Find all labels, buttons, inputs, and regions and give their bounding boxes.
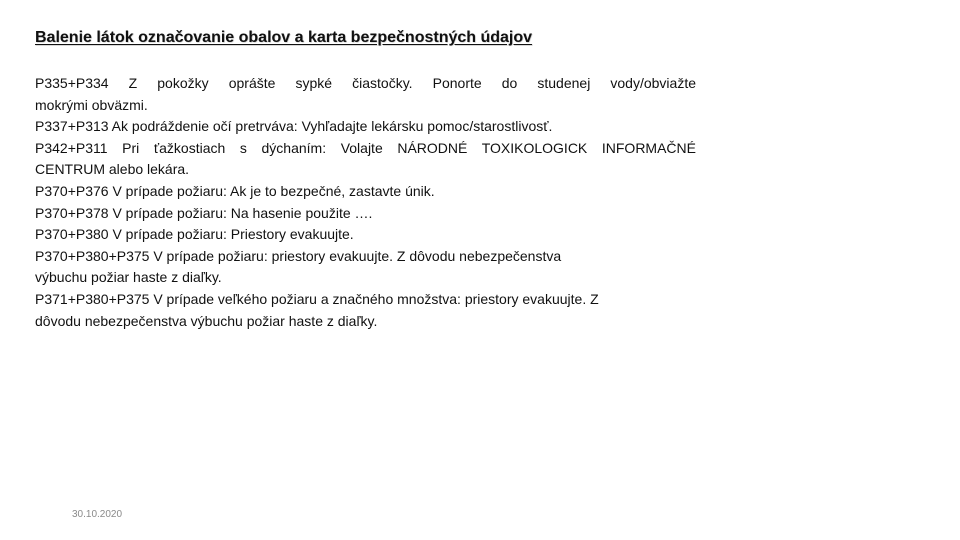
footer-date: 30.10.2020 bbox=[72, 509, 123, 520]
statement-p335-p334-line1: P335+P334 Z pokožky oprášte sypké čiastočky. Ponorte do studenej vody/obviažte bbox=[35, 75, 696, 91]
statement-p370-p380-p375-line2: výbuchu požiar haste z diaľky. bbox=[35, 269, 222, 286]
statement-p371-p380-p375-line1: P371+P380+P375 V prípade veľkého požiaru a značného množstva: priestory evakuujte. Z bbox=[35, 290, 599, 307]
statement-p370-p378: P370+P378 V prípade požiaru: Na hasenie použite …. bbox=[35, 204, 373, 221]
statement-p337-p313: P337+P313 Ak podráždenie očí pretrváva: Vyhľadajte lekársku pomoc/starostlivosť. bbox=[35, 118, 553, 135]
slide-title: Balenie látok označovanie obalov a karta bezpečnostných údajov bbox=[35, 29, 533, 46]
precautionary-statements bbox=[35, 73, 696, 332]
statement-p335-p334-line2: mokrými obväzmi. bbox=[35, 96, 148, 113]
statement-p342-p311-line2: CENTRUM alebo lekára. bbox=[35, 161, 190, 178]
statement-p370-p380: P370+P380 V prípade požiaru: Priestory evakuujte. bbox=[35, 226, 354, 243]
statement-p370-p376: P370+P376 V prípade požiaru: Ak je to bezpečné, zastavte únik. bbox=[35, 182, 435, 199]
statement-p370-p380-p375-line1: P370+P380+P375 V prípade požiaru: priestory evakuujte. Z dôvodu nebezpečenstva bbox=[35, 247, 562, 264]
statement-p371-p380-p375-line2: dôvodu nebezpečenstva výbuchu požiar haste z diaľky. bbox=[35, 312, 378, 329]
statement-p342-p311-line1: P342+P311 Pri ťažkostiach s dýchaním: Volajte NÁRODNÉ TOXIKOLOGICK INFORMAČNÉ bbox=[35, 139, 696, 156]
